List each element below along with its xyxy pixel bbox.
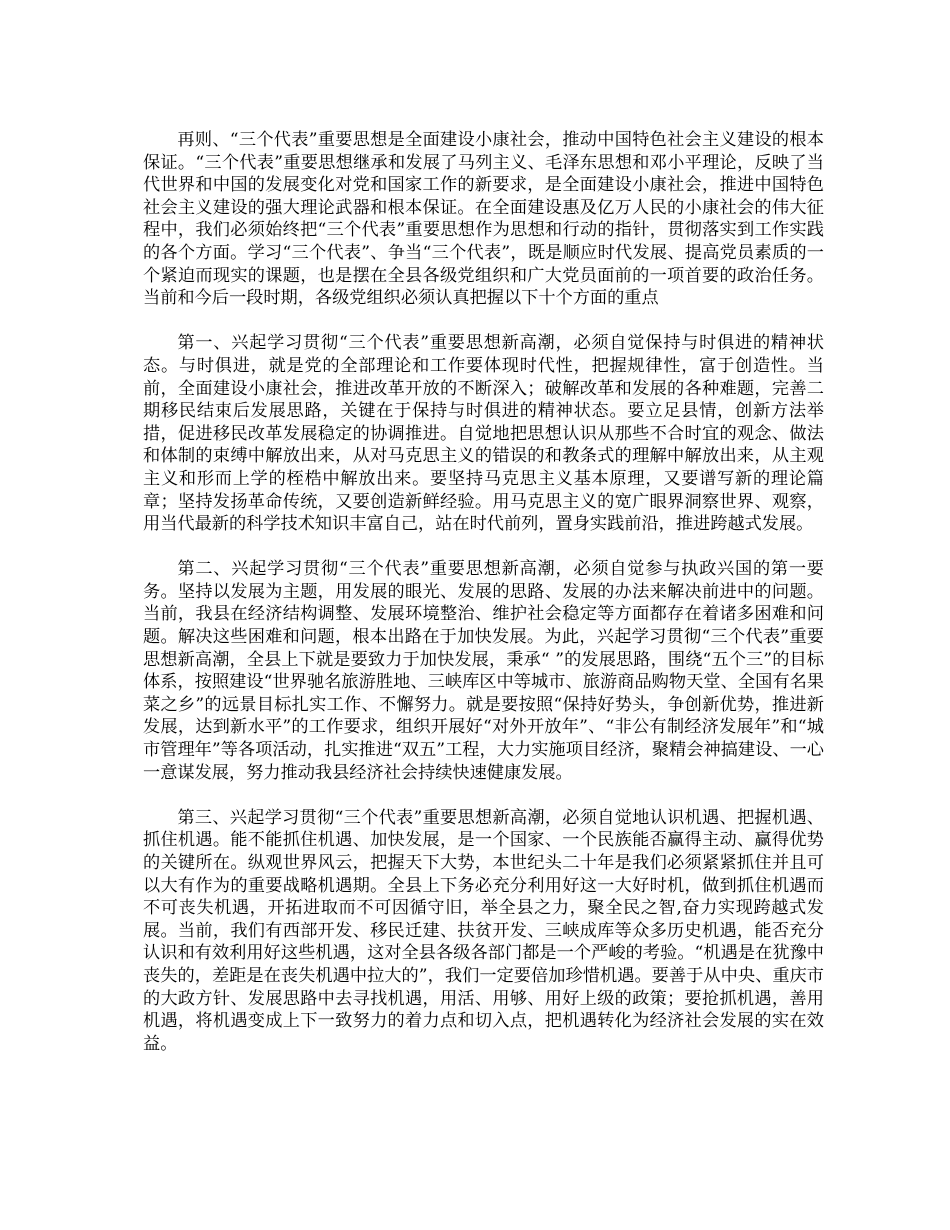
paragraph-second-point: 第二、兴起学习贯彻“三个代表”重要思想新高潮，必须自觉参与执政兴国的第一要务。坚持以发展为主题，用发展的眼光、发展的思路、发展的办法来解决前进中的问题。当前，我县在经济结构调整、发展环境整治、维护社会稳定等方面都存在着诸多困难和问题。解决这些困难和问题，根本出路在于加快发展。为此，兴起学习贯彻“三个代表”重要思想新高潮，全县上下就是要致力于加快发展，秉承“ ”的发展思路，围绕“五个三”的目标体系，按照建设“世界驰名旅游胜地、三峡库区中等城市、旅游商品购物天堂、全国有名果菜之乡”的远景目标扎实工作、不懈努力。就是要按照“保持好势头，争创新优势，推进新发展，达到新水平”的工作要求，组织开展好“对外开放年”、“非公有制经济发展年”和“城市管理年”等各项活动，扎实推进“双五”工程，大力实施项目经济，聚精会神搞建设、一心一意谋发展，努力推动我县经济社会持续快速健康发展。 (143, 559, 824, 783)
paragraph-third-point: 第三、兴起学习贯彻“三个代表”重要思想新高潮，必须自觉地认识机遇、把握机遇、抓住机遇。能不能抓住机遇、加快发展，是一个国家、一个民族能否赢得主动、赢得优势的关键所在。纵观世界风云，把握天下大势，本世纪头二十年是我们必须紧紧抓住并且可以大有作为的重要战略机遇期。全县上下务必充分利用好这一大好时机，做到抓住机遇而不可丧失机遇，开拓进取而不可因循守旧，举全县之力，聚全民之智,奋力实现跨越式发展。当前，我们有西部开发、移民迁建、扶贫开发、三峡成库等众多历史机遇，能否充分认识和有效利用好这些机遇，这对全县各级各部门都是一个严峻的考验。“机遇是在犹豫中丧失的，差距是在丧失机遇中拉大的”，我们一定要倍加珍惜机遇。要善于从中央、重庆市的大政方针、发展思路中去寻找机遇，用活、用够、用好上级的政策；要抢抓机遇，善用机遇，将机遇变成上下一致努力的着力点和切入点，把机遇转化为经济社会发展的实在效益。 (143, 807, 824, 1054)
paragraph-intro: 再则、“三个代表”重要思想是全面建设小康社会，推动中国特色社会主义建设的根本保证。“三个代表”重要思想继承和发展了马列主义、毛泽东思想和邓小平理论，反映了当代世界和中国的发展变化对党和国家工作的新要求，是全面建设小康社会，推进中国特色社会主义建设的强大理论武器和根本保证。在全面建设惠及亿万人民的小康社会的伟大征程中，我们必须始终把“三个代表”重要思想作为思想和行动的指针，贯彻落实到工作实践的各个方面。学习“三个代表”、争当“三个代表”，既是顺应时代发展、提高党员素质的一个紧迫而现实的课题，也是摆在全县各级党组织和广大党员面前的一项首要的政治任务。当前和今后一段时期，各级党组织必须认真把握以下十个方面的重点 (143, 130, 824, 309)
paragraph-first-point: 第一、兴起学习贯彻“三个代表”重要思想新高潮，必须自觉保持与时俱进的精神状态。与时俱进，就是党的全部理论和工作要体现时代性，把握规律性，富于创造性。当前，全面建设小康社会，推进改革开放的不断深入；破解改革和发展的各种难题，完善二期移民结束后发展思路，关键在于保持与时俱进的精神状态。要立足县情，创新方法举措，促进移民改革发展稳定的协调推进。自觉地把思想认识从那些不合时宜的观念、做法和体制的束缚中解放出来，从对马克思主义的错误的和教条式的理解中解放出来，从主观主义和形而上学的桎梏中解放出来。要坚持马克思主义基本原理，又要谱写新的理论篇章；坚持发扬革命传统，又要创造新鲜经验。用马克思主义的宽广眼界洞察世界、观察，用当代最新的科学技术知识丰富自己，站在时代前列，置身实践前沿，推进跨越式发展。 (143, 333, 824, 535)
document-body (143, 129, 824, 1055)
